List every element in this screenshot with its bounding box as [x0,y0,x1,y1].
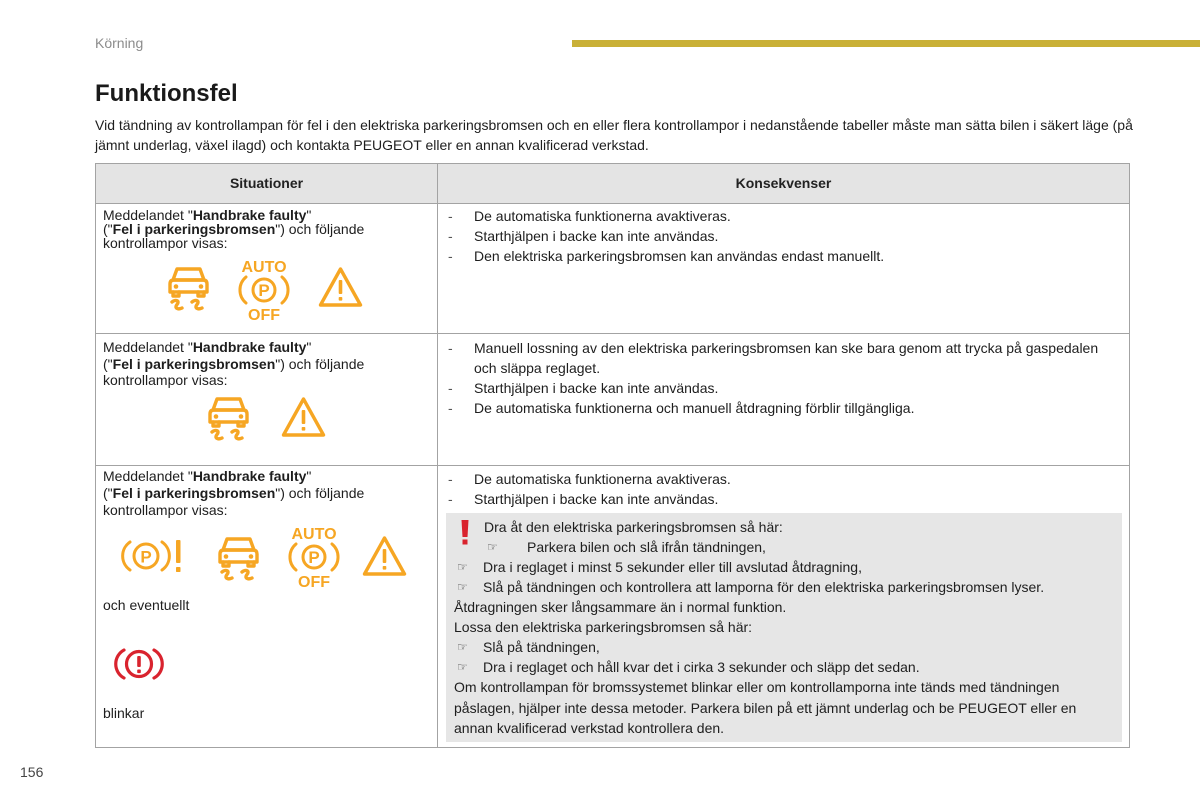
fallback-paragraph: Om kontrollampan för bromssystemet blinkar eller om kontrollamporna inte tänds med tändningen påslagen, hjälper inte dessa metoder. Parkera bilen på ett jämnt underlag och be PEUGEOT eller en annan kvalificerad verkstad kontrollera den. [454,679,1077,736]
situation-line [103,468,364,485]
list-item: - De automatiska funktionerna avaktiveras. [438,206,1129,226]
situation-line: kontrollampor visas: [103,235,228,251]
situation-line: kontrollampor visas: [103,372,228,388]
situation-cell [96,204,438,333]
message-quote-close: " [306,468,312,484]
pointing-hand-icon [457,657,468,677]
table-row [96,203,1129,333]
consequence-list [438,206,1129,266]
note-step-text: Slå på tändningen, [483,639,600,655]
message-paren-open: (" [103,485,113,501]
message-prefix: Meddelandet " [103,207,193,223]
list-item: - Starthjälpen i backe kan inte användas. [438,489,1129,509]
consequence-cell [438,204,1129,333]
situation-text [103,208,364,250]
message-suffix: ") och följande [275,221,365,237]
park-label: P [140,547,152,567]
auto-label: AUTO [291,526,337,543]
auto-park-off-icon [288,526,340,591]
skid-warning-icon [215,535,262,581]
message-paren-open: (" [103,221,113,237]
optional-state-label: blinkar [103,705,145,721]
note-step-text: Dra i reglaget i minst 5 sekunder eller till avslutad åtdragning, [483,559,862,575]
message-swedish: Fel i parkeringsbromsen [112,485,276,501]
list-item: - Manuell lossning av den elektriska parkeringsbromsen kan ske bara genom att trycka på gaspedalen och släppa reglaget. [438,338,1129,378]
note-step [446,557,1122,577]
message-swedish: Fel i parkeringsbromsen [112,355,276,372]
note-step-text: Dra i reglaget och håll kvar det i cirka 3 sekunder och släpp det sedan. [483,659,920,675]
note-step [446,637,1122,657]
optional-label: och eventuellt [103,597,190,613]
apply-remark: Åtdragningen sker långsammare än i normal funktion. [454,599,787,615]
consequence-cell [438,466,1129,747]
situation-line [103,208,364,222]
situation-line: kontrollampor visas: [103,502,228,518]
release-heading: Lossa den elektriska parkeringsbromsen så här: [454,619,753,635]
message-quote-close: " [306,339,312,355]
park-label: P [308,548,320,567]
note-step-text: Slå på tändningen och kontrollera att lamporna för den elektriska parkeringsbromsen lyser. [483,579,1045,595]
message-paren-open: (" [103,355,113,372]
situation-text [103,339,364,389]
note-step-text: Parkera bilen och slå ifrån tändningen, [527,539,766,555]
pointing-hand-icon [457,637,468,657]
situation-line [103,485,364,502]
warning-triangle-icon [281,396,326,438]
brake-system-alert-icon [115,645,163,683]
section-accent-bar [572,40,1200,47]
note-line [446,517,1122,537]
situation-cell [96,466,438,747]
list-item: - Starthjälpen i backe kan inte användas. [438,226,1129,246]
intro-paragraph: Vid tändning av kontrollampan för fel i den elektriska parkeringsbromsen och en eller flera kontrollampor i nedanstående tabeller måste man sätta bilen i säkert läge (på jämnt underlag, växel ilagd) och kontakta PEUGEOT eller en annan kvalificerad verkstad. [95,117,1133,153]
pointing-hand-icon [487,537,498,557]
situation-line [103,339,364,356]
table-row [96,465,1129,747]
column-header-situations: Situationer [96,164,438,203]
table-row [96,333,1129,465]
consequence-list [438,338,1129,418]
message-prefix: Meddelandet " [103,468,193,484]
fault-table [95,163,1130,748]
situation-cell [96,334,438,465]
auto-label: AUTO [241,259,287,276]
skid-warning-icon [165,265,212,311]
note-step [446,577,1122,597]
message-swedish: Fel i parkeringsbromsen [112,221,276,237]
message-quote-close: " [306,207,312,223]
column-header-consequences: Konsekvenser [735,175,832,191]
table-header-row [96,164,1129,203]
consequence-list [438,469,1129,509]
message-suffix: ") och följande [275,355,365,372]
situation-text [103,468,364,519]
skid-warning-icon [205,395,252,441]
list-item: - Starthjälpen i backe kan inte användas. [438,378,1129,398]
parking-brake-fault-icon [122,537,185,575]
message-suffix: ") och följande [275,485,365,501]
apply-heading: Dra åt den elektriska parkeringsbromsen så här: [484,519,783,535]
list-item: - De automatiska funktionerna och manuell åtdragning förblir tillgängliga. [438,398,1129,418]
note-step [446,657,1122,677]
section-label: Körning [95,35,144,51]
pointing-hand-icon [457,557,468,577]
pointing-hand-icon [457,577,468,597]
consequence-cell [438,334,1129,465]
page-number: 156 [20,764,44,780]
list-item: - De automatiska funktionerna avaktiveras. [438,469,1129,489]
warning-triangle-icon [318,266,363,308]
message-english: Handbrake faulty [192,339,307,355]
message-prefix: Meddelandet " [103,339,193,355]
message-english: Handbrake faulty [192,207,307,223]
page-title: Funktionsfel [95,80,238,107]
auto-park-off-icon [238,259,290,324]
park-label: P [258,281,270,300]
note-step [446,537,1122,557]
warning-triangle-icon [362,535,407,577]
note-box [446,513,1122,742]
situation-line [103,356,364,373]
off-label: OFF [248,307,280,324]
off-label: OFF [298,574,330,591]
message-english: Handbrake faulty [192,468,307,484]
situation-line [103,222,364,236]
list-item: - Den elektriska parkeringsbromsen kan användas endast manuellt. [438,246,1129,266]
